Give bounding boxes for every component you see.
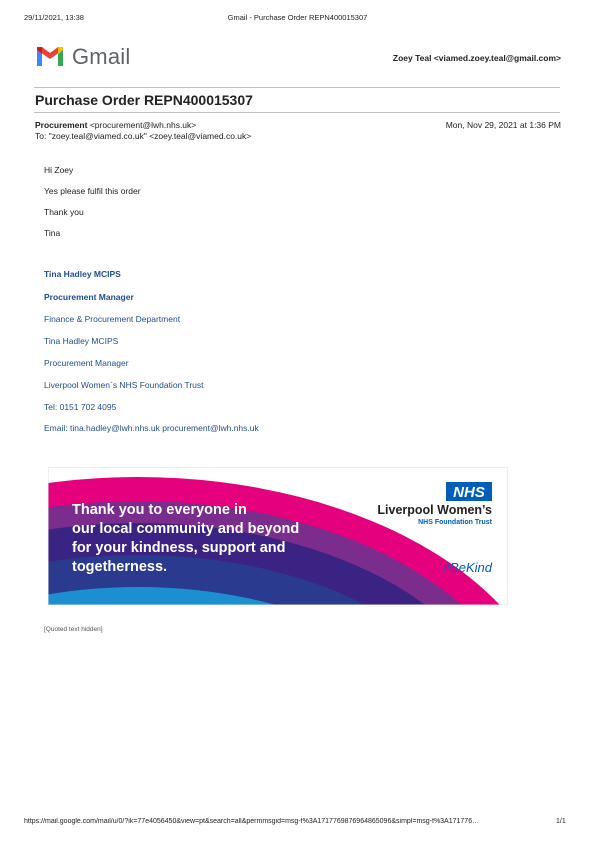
signature-line-name: Tina Hadley MCIPS [44, 336, 119, 346]
nhs-logo-text: NHS [453, 484, 485, 501]
banner-text-line-1: Thank you to everyone in [72, 502, 247, 518]
gmail-logo-icon [35, 44, 65, 68]
signature-name: Tina Hadley MCIPS [44, 269, 121, 279]
quoted-text-hidden[interactable]: [Quoted text hidden] [44, 626, 103, 633]
signature-title: Procurement Manager [44, 292, 134, 302]
print-page-number: 1/1 [556, 818, 566, 825]
gmail-brand-text: Gmail [72, 44, 131, 69]
signature-organization: Liverpool Women`s NHS Foundation Trust [44, 380, 204, 390]
account-email: Zoey Teal <viamed.zoey.teal@gmail.com> [392, 53, 561, 63]
signature-email[interactable]: Email: tina.hadley@lwh.nhs.uk procurement@lwh.nhs.uk [44, 423, 259, 433]
email-date: Mon, Nov 29, 2021 at 1:36 PM [445, 120, 561, 130]
body-thanks: Thank you [44, 207, 84, 217]
sender-email[interactable]: <procurement@lwh.nhs.uk> [89, 120, 197, 130]
signature-phone: Tel: 0151 702 4095 [44, 402, 117, 412]
signature-department: Finance & Procurement Department [44, 314, 181, 324]
signature-line-title: Procurement Manager [44, 358, 129, 368]
body-signoff: Tina [44, 228, 61, 238]
banner-text-line-2: our local community and beyond [72, 521, 300, 537]
header-divider [34, 87, 560, 88]
banner-org-name: Liverpool Women’s [377, 503, 492, 517]
print-page-title: Gmail - Purchase Order REPN400015307 [227, 13, 368, 22]
sender-line [35, 120, 196, 130]
banner-text-line-3: for your kindness, support and [72, 540, 286, 556]
body-greeting: Hi Zoey [44, 165, 74, 175]
banner-hashtag: #BeKind [442, 560, 492, 575]
subject-divider [34, 112, 560, 113]
recipient-line: To: "zoey.teal@viamed.co.uk" <zoey.teal@viamed.co.uk> [35, 131, 252, 141]
banner-org-subtitle: NHS Foundation Trust [418, 519, 492, 526]
print-datetime: 29/11/2021, 13:38 [24, 13, 84, 22]
body-text: Yes please fulfil this order [44, 186, 141, 196]
print-footer-url: https://mail.google.com/mail/u/0/?ik=77e4056450&view=pt&search=all&permmsgid=msg-f%3A1717769876964865096&simpl=msg-f%3A171776… [24, 818, 480, 825]
email-subject: Purchase Order REPN400015307 [35, 92, 253, 108]
sender-name: Procurement [35, 120, 88, 130]
banner-text-line-4: togetherness. [72, 559, 168, 575]
nhs-thank-you-banner [48, 467, 508, 605]
